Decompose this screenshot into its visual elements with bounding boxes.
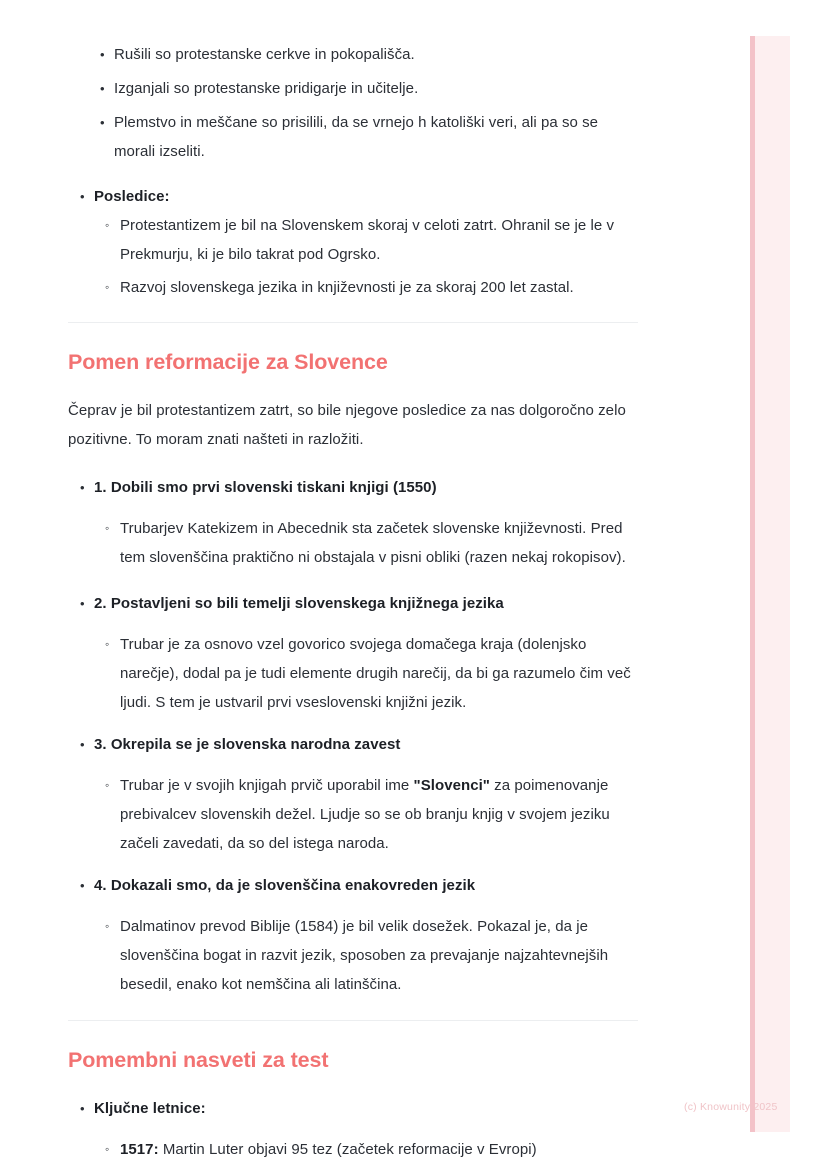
year-description: Martin Luter objavi 95 tez (začetek reformacije v Evropi) bbox=[158, 1140, 537, 1158]
bullet-circle-icon: ◦ bbox=[105, 1141, 110, 1156]
list-item: ◦ Trubarjev Katekizem in Abecednik sta začetek slovenske književnosti. Pred tem slovenščina praktično ni obstajala v pisni obliki (razen nekaj rokopisov). bbox=[68, 514, 640, 572]
list-item: • Rušili so protestanske cerkve in pokopališča. bbox=[68, 40, 640, 69]
intro-paragraph: Čeprav je bil protestantizem zatrt, so bile njegove posledice za nas dolgoročno zelo pozitivne. To moram znati našteti in razložiti. bbox=[68, 401, 626, 448]
list-item: ◦ Dalmatinov prevod Biblije (1584) je bil velik dosežek. Pokazal je, da je slovenščina bogat in razvit jezik, sposoben za prevajanje najzahtevnejših besedil, enako kot nemščina ali latinščina. bbox=[68, 912, 640, 999]
bullet-disc-icon: • bbox=[80, 479, 85, 495]
bullet-circle-icon: ◦ bbox=[105, 636, 110, 651]
list-item-kljucne-letnice: • Ključne letnice: bbox=[68, 1094, 640, 1123]
text-pre: Trubar je v svojih knjigah prvič uporabil ime bbox=[120, 776, 414, 794]
bullet-disc-icon: • bbox=[100, 47, 105, 62]
page-title-pomen: Pomen reformacije za Slovence bbox=[68, 350, 388, 374]
text-emphasis-slovenci: "Slovenci" bbox=[413, 776, 490, 794]
bullet-disc-icon: • bbox=[80, 736, 85, 752]
bullet-circle-icon: ◦ bbox=[105, 218, 110, 232]
list-item-posledice: • Posledice: bbox=[68, 182, 640, 211]
list-item: ◦ Protestantizem je bil na Slovenskem skoraj v celoti zatrt. Ohranil se je le v Prekmurju, ki je bilo takrat pod Ogrsko. bbox=[68, 211, 640, 269]
bullet-disc-icon: • bbox=[80, 877, 85, 893]
bullet-circle-icon: ◦ bbox=[105, 280, 110, 294]
bullet-disc-icon: • bbox=[80, 595, 85, 611]
list-item bbox=[68, 771, 640, 858]
list-item bbox=[68, 1135, 640, 1164]
bullet-disc-icon: • bbox=[80, 189, 85, 204]
year-label: 1517: bbox=[120, 1140, 159, 1158]
bullet-circle-icon: ◦ bbox=[105, 777, 110, 792]
bullet-circle-icon: ◦ bbox=[105, 918, 110, 933]
watermark-copyright: (c) Knowunity 2025 bbox=[684, 1101, 778, 1113]
right-accent-bar bbox=[750, 36, 755, 1132]
document-content bbox=[68, 0, 640, 1164]
list-item-point-2: • 2. Postavljeni so bili temelji slovenskega knjižnega jezika bbox=[68, 589, 640, 618]
page-title-nasveti: Pomembni nasveti za test bbox=[68, 1047, 329, 1072]
list-item-point-4: • 4. Dokazali smo, da je slovenščina enakovreden jezik bbox=[68, 871, 640, 900]
list-item: • Izganjali so protestanske pridigarje in učitelje. bbox=[68, 74, 640, 103]
list-item: ◦ Trubar je za osnovo vzel govorico svojega domačega kraja (dolenjsko narečje), dodal pa je tudi elemente drugih narečij, da bi ga razumelo čim več ljudi. S tem je ustvaril prvi vseslovenski knjižni jezik. bbox=[68, 630, 640, 717]
bullet-circle-icon: ◦ bbox=[105, 520, 110, 535]
text-post: za poimenovanje prebivalcev slovenskih dežel. Ljudje so se ob branju knjig v svojem jeziku začeli zavedati, da so del istega naroda. bbox=[120, 776, 610, 852]
right-accent-panel bbox=[750, 36, 790, 1132]
list-item: • Plemstvo in meščane so prisilili, da se vrnejo h katoliški veri, ali pa so se morali izseliti. bbox=[68, 108, 640, 166]
bullet-disc-icon: • bbox=[80, 1100, 85, 1116]
list-item: ◦ Razvoj slovenskega jezika in književnosti je za skoraj 200 let zastal. bbox=[68, 273, 640, 302]
list-item-point-3: • 3. Okrepila se je slovenska narodna zavest bbox=[68, 730, 640, 759]
bullet-disc-icon: • bbox=[100, 81, 105, 96]
bullet-disc-icon: • bbox=[100, 115, 105, 130]
list-item-point-1: • 1. Dobili smo prvi slovenski tiskani knjigi (1550) bbox=[68, 473, 640, 502]
